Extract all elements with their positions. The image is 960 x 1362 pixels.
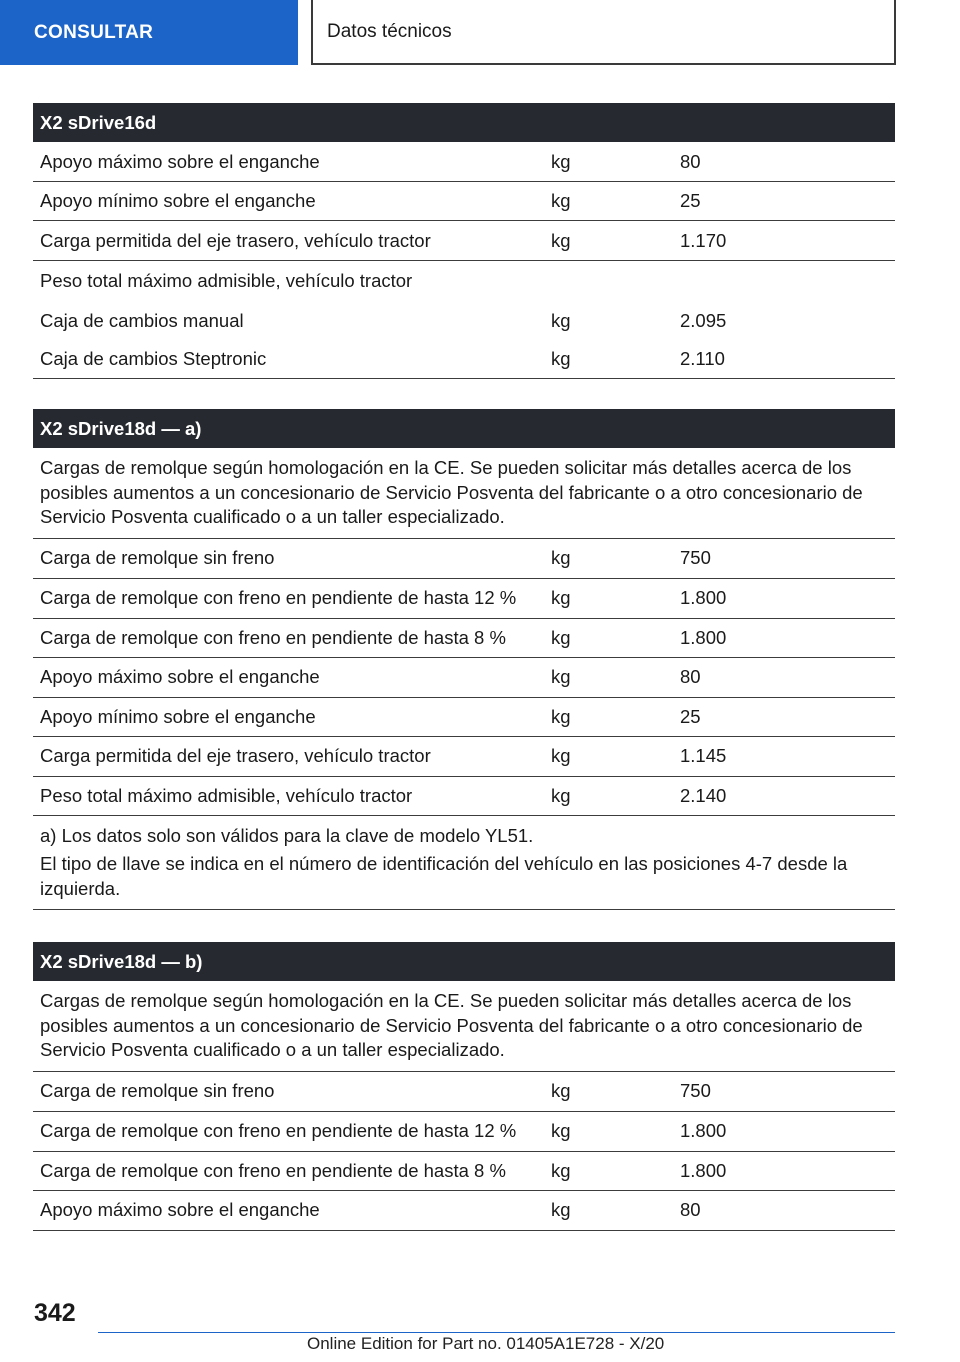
row-label: Caja de cambios manual bbox=[40, 309, 244, 331]
row-label: Apoyo máximo sobre el enganche bbox=[40, 1199, 320, 1220]
page-number: 342 bbox=[34, 1299, 76, 1327]
row-label: Apoyo máximo sobre el enganche bbox=[40, 666, 320, 687]
row-unit: kg bbox=[551, 150, 571, 172]
row-label: Apoyo mínimo sobre el enganche bbox=[40, 190, 316, 211]
row-unit: kg bbox=[551, 784, 571, 806]
table-row bbox=[33, 261, 895, 301]
row-unit: kg bbox=[551, 1080, 571, 1101]
row-label: Apoyo máximo sobre el enganche bbox=[40, 150, 320, 172]
table-sdrive16d bbox=[33, 103, 895, 379]
row-unit: kg bbox=[551, 1199, 571, 1220]
row-label: Carga de remolque con freno en pendiente de hasta 12 % bbox=[40, 1120, 517, 1141]
table-row bbox=[33, 539, 895, 579]
row-value: 2.095 bbox=[680, 309, 727, 331]
row-unit: kg bbox=[551, 587, 571, 608]
table-footnote: El tipo de llave se indica en el número de identificación del vehículo en las posiciones 4-7 desde la izquierda. bbox=[33, 848, 895, 910]
row-value: 1.800 bbox=[680, 1159, 727, 1181]
table-row bbox=[33, 1072, 895, 1112]
row-label: Carga de remolque con freno en pendiente de hasta 12 % bbox=[40, 587, 517, 608]
row-label: Caja de cambios Steptronic bbox=[40, 348, 267, 369]
table-title: X2 sDrive16d bbox=[33, 103, 895, 142]
table-row bbox=[33, 658, 895, 698]
row-value: 1.800 bbox=[680, 587, 727, 608]
table-row bbox=[33, 579, 895, 619]
table-row bbox=[33, 737, 895, 777]
row-label: Apoyo mínimo sobre el enganche bbox=[40, 705, 316, 727]
row-unit: kg bbox=[551, 1159, 571, 1181]
table-intro: Cargas de remolque según homologación en la CE. Se pueden solicitar más detalles acerca de los posibles aumentos a un concesionario de Servicio Posventa del fabricante o a otro concesionario de Servicio Posventa cualificado o a un taller especializado. bbox=[33, 448, 895, 539]
table-intro: Cargas de remolque según homologación en la CE. Se pueden solicitar más detalles acerca de los posibles aumentos a un concesionario de Servicio Posventa del fabricante o a otro concesionario de Servicio Posventa cualificado o a un taller especializado. bbox=[33, 981, 895, 1072]
row-unit: kg bbox=[551, 666, 571, 687]
row-unit: kg bbox=[551, 705, 571, 727]
row-value: 1.170 bbox=[680, 229, 727, 251]
table-row bbox=[33, 619, 895, 658]
row-value: 750 bbox=[680, 1080, 711, 1101]
row-unit: kg bbox=[551, 1120, 571, 1141]
row-unit: kg bbox=[551, 309, 571, 331]
row-unit: kg bbox=[551, 348, 571, 369]
table-title: X2 sDrive18d — b) bbox=[33, 942, 895, 981]
row-value: 80 bbox=[680, 150, 701, 172]
row-label: Carga de remolque sin freno bbox=[40, 1080, 275, 1101]
row-unit: kg bbox=[551, 229, 571, 251]
row-value: 80 bbox=[680, 666, 701, 687]
row-value: 80 bbox=[680, 1199, 701, 1220]
table-row bbox=[33, 142, 895, 182]
row-value: 1.800 bbox=[680, 1120, 727, 1141]
table-title: X2 sDrive18d — a) bbox=[33, 409, 895, 448]
table-row bbox=[33, 777, 895, 816]
table-row bbox=[33, 1112, 895, 1152]
edition-footer: Online Edition for Part no. 01405A1E728 - X/20 bbox=[307, 1334, 665, 1353]
table-row bbox=[33, 1152, 895, 1191]
row-label: Peso total máximo admisible, vehículo tractor bbox=[40, 784, 413, 806]
row-unit: kg bbox=[551, 547, 571, 568]
table-sdrive18d-b bbox=[33, 942, 895, 1231]
row-value: 750 bbox=[680, 547, 711, 568]
table-row bbox=[33, 698, 895, 737]
table-row bbox=[33, 182, 895, 221]
consultar-tab[interactable]: CONSULTAR bbox=[0, 0, 298, 65]
row-value: 2.110 bbox=[680, 348, 725, 369]
row-value: 1.800 bbox=[680, 626, 727, 648]
table-footnote: a) Los datos solo son válidos para la clave de modelo YL51. bbox=[40, 824, 534, 846]
row-value: 25 bbox=[680, 190, 701, 211]
table-row bbox=[33, 340, 895, 379]
row-label: Carga permitida del eje trasero, vehículo tractor bbox=[40, 229, 431, 251]
row-unit: kg bbox=[551, 190, 571, 211]
row-value: 1.145 bbox=[680, 745, 727, 766]
table-row bbox=[33, 1191, 895, 1231]
page-header bbox=[0, 0, 960, 66]
table-row bbox=[33, 301, 895, 340]
row-label: Carga de remolque sin freno bbox=[40, 547, 275, 568]
row-unit: kg bbox=[551, 745, 571, 766]
footer-divider bbox=[98, 1332, 895, 1333]
table-sdrive18d-a bbox=[33, 409, 895, 910]
row-unit: kg bbox=[551, 626, 571, 648]
row-value: 25 bbox=[680, 705, 701, 727]
table-row bbox=[33, 221, 895, 261]
row-label: Carga permitida del eje trasero, vehículo tractor bbox=[40, 745, 431, 766]
row-label: Peso total máximo admisible, vehículo tractor bbox=[40, 270, 413, 291]
row-value: 2.140 bbox=[680, 784, 727, 806]
row-label: Carga de remolque con freno en pendiente de hasta 8 % bbox=[40, 1159, 506, 1181]
section-title: Datos técnicos bbox=[311, 0, 896, 65]
row-label: Carga de remolque con freno en pendiente de hasta 8 % bbox=[40, 626, 506, 648]
